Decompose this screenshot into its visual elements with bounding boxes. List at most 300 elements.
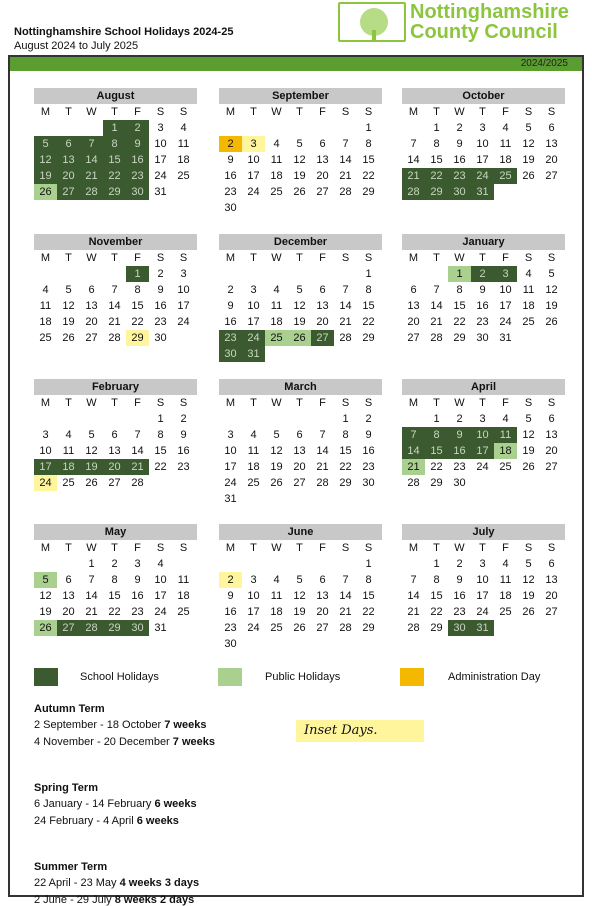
- day-cell: 3: [227, 429, 234, 441]
- month-february: [34, 379, 197, 491]
- empty-day: [34, 556, 57, 572]
- term-length: 7 weeks: [164, 719, 207, 731]
- month-april: [402, 379, 565, 491]
- day-cell: 4: [273, 284, 280, 296]
- legend-school-swatch: [34, 668, 58, 686]
- school-holiday-day: 29: [103, 620, 126, 636]
- school-holiday-day: 17: [34, 459, 57, 475]
- weekday-label: F: [134, 397, 141, 409]
- day-cell: 24: [177, 316, 190, 328]
- empty-day: [494, 475, 517, 491]
- month-name: August: [34, 88, 197, 104]
- day-cell: 23: [131, 606, 144, 618]
- day-cell: 1: [365, 122, 372, 134]
- school-holiday-day: 30: [126, 184, 149, 200]
- term-length: 8 weeks 2 days: [114, 894, 195, 906]
- day-cell: 16: [131, 590, 144, 602]
- day-cell: 19: [522, 445, 535, 457]
- weekday-label: S: [341, 542, 350, 554]
- term-title: Summer Term: [34, 861, 108, 873]
- weekday-label: S: [524, 542, 533, 554]
- empty-day: [265, 411, 288, 427]
- school-holiday-day: 19: [80, 459, 103, 475]
- day-cell: 30: [224, 638, 237, 650]
- day-cell: 15: [362, 300, 375, 312]
- day-cell: 11: [499, 574, 512, 586]
- weekday-label: W: [86, 106, 97, 118]
- empty-day: [334, 266, 357, 282]
- month-name: April: [402, 379, 565, 395]
- day-cell: 9: [456, 138, 463, 150]
- day-cell: 13: [316, 300, 329, 312]
- day-cell: 12: [522, 429, 535, 441]
- day-cell: 1: [433, 122, 440, 134]
- weekday-label: M: [225, 106, 236, 118]
- day-cell: 25: [177, 170, 190, 182]
- public-holiday-day: 26: [34, 620, 57, 636]
- day-cell: 2: [111, 558, 118, 570]
- day-cell: 12: [293, 590, 306, 602]
- weekday-label: S: [524, 106, 533, 118]
- day-cell: 16: [476, 300, 489, 312]
- month-name: June: [219, 524, 382, 540]
- weekday-label: W: [454, 106, 465, 118]
- day-cell: 3: [250, 574, 257, 586]
- day-cell: 11: [177, 574, 190, 586]
- school-holiday-day: 8: [103, 136, 126, 152]
- day-cell: 29: [362, 622, 375, 634]
- school-holiday-day: 13: [57, 152, 80, 168]
- empty-day: [172, 184, 195, 200]
- empty-day: [265, 636, 288, 652]
- day-cell: 26: [293, 186, 306, 198]
- empty-day: [288, 346, 311, 362]
- weekday-header: [34, 540, 197, 556]
- school-holiday-day: 27: [57, 184, 80, 200]
- day-cell: 14: [407, 590, 420, 602]
- empty-day: [334, 346, 357, 362]
- day-cell: 10: [247, 590, 260, 602]
- day-cell: 20: [62, 606, 75, 618]
- admin-day: 2: [219, 136, 242, 152]
- weekday-header: [219, 395, 382, 411]
- day-cell: 5: [548, 268, 555, 280]
- term-dates-line: [34, 815, 179, 827]
- day-cell: 29: [453, 332, 466, 344]
- day-cell: 10: [224, 445, 237, 457]
- day-cell: 24: [154, 606, 167, 618]
- week-row: [402, 556, 565, 572]
- week-row: [219, 266, 382, 282]
- page-title: Nottinghamshire School Holidays 2024-25: [14, 26, 234, 38]
- empty-day: [311, 636, 334, 652]
- empty-day: [311, 200, 334, 216]
- weekday-label: S: [364, 542, 373, 554]
- weekday-label: M: [40, 397, 51, 409]
- day-cell: 5: [296, 138, 303, 150]
- day-cell: 12: [85, 445, 98, 457]
- day-cell: 25: [499, 461, 512, 473]
- week-row: [402, 604, 565, 620]
- empty-day: [219, 556, 242, 572]
- day-cell: 9: [180, 429, 187, 441]
- week-row: [402, 443, 565, 459]
- day-cell: 24: [476, 606, 489, 618]
- empty-day: [242, 266, 265, 282]
- day-cell: 18: [499, 590, 512, 602]
- day-cell: 14: [108, 300, 121, 312]
- weekday-label: W: [86, 397, 97, 409]
- month-september: [219, 88, 382, 216]
- day-cell: 17: [154, 154, 167, 166]
- school-holiday-day: 12: [34, 152, 57, 168]
- week-row: [402, 168, 565, 184]
- weekday-label: T: [250, 106, 257, 118]
- empty-day: [242, 200, 265, 216]
- week-row: [219, 572, 382, 588]
- day-cell: 27: [85, 332, 98, 344]
- weekday-label: S: [156, 397, 165, 409]
- empty-day: [517, 330, 540, 346]
- weekday-label: S: [524, 252, 533, 264]
- week-row: [219, 411, 382, 427]
- legend-school-label: School Holidays: [80, 671, 159, 683]
- empty-day: [126, 411, 149, 427]
- school-holiday-day: 15: [103, 152, 126, 168]
- day-cell: 12: [39, 590, 52, 602]
- day-cell: 19: [293, 606, 306, 618]
- weekday-label: F: [502, 106, 509, 118]
- day-cell: 9: [157, 284, 164, 296]
- empty-day: [334, 120, 357, 136]
- day-cell: 28: [339, 332, 352, 344]
- weekday-label: W: [271, 252, 282, 264]
- month-name: February: [34, 379, 197, 395]
- week-row: [34, 572, 197, 588]
- day-cell: 5: [525, 558, 532, 570]
- empty-day: [288, 266, 311, 282]
- legend-admin-swatch: [400, 668, 424, 686]
- week-row: [34, 459, 197, 475]
- month-june: [219, 524, 382, 652]
- day-cell: 18: [270, 170, 283, 182]
- school-holiday-day: 5: [34, 136, 57, 152]
- school-holiday-day: 22: [103, 168, 126, 184]
- day-cell: 10: [154, 138, 167, 150]
- week-row: [34, 184, 197, 200]
- empty-day: [540, 620, 563, 636]
- day-cell: 18: [522, 300, 535, 312]
- day-cell: 31: [499, 332, 512, 344]
- day-cell: 26: [85, 477, 98, 489]
- weekday-label: T: [479, 106, 486, 118]
- empty-day: [517, 475, 540, 491]
- empty-day: [57, 266, 80, 282]
- weekday-label: F: [502, 542, 509, 554]
- day-cell: 22: [108, 606, 121, 618]
- empty-day: [80, 120, 103, 136]
- day-cell: 11: [270, 300, 283, 312]
- day-cell: 2: [227, 284, 234, 296]
- weekday-label: T: [111, 542, 118, 554]
- weekday-header: [402, 395, 565, 411]
- week-row: [402, 282, 565, 298]
- day-cell: 21: [430, 316, 443, 328]
- day-cell: 9: [456, 574, 463, 586]
- week-row: [34, 136, 197, 152]
- month-march: [219, 379, 382, 507]
- month-name: October: [402, 88, 565, 104]
- day-cell: 19: [545, 300, 558, 312]
- day-cell: 5: [88, 429, 95, 441]
- term-range: 22 April - 23 May: [34, 877, 120, 889]
- school-holiday-day: 9: [448, 427, 471, 443]
- day-cell: 31: [154, 622, 167, 634]
- day-cell: 19: [293, 316, 306, 328]
- school-holiday-day: 28: [402, 184, 425, 200]
- school-holiday-day: 14: [80, 152, 103, 168]
- day-cell: 1: [365, 558, 372, 570]
- day-cell: 7: [88, 574, 95, 586]
- school-holiday-day: 29: [425, 184, 448, 200]
- empty-day: [34, 120, 57, 136]
- day-cell: 2: [456, 558, 463, 570]
- day-cell: 10: [177, 284, 190, 296]
- term-dates-line: [34, 877, 199, 889]
- weekday-label: T: [65, 106, 72, 118]
- weekday-label: T: [433, 106, 440, 118]
- day-cell: 8: [433, 138, 440, 150]
- day-cell: 10: [476, 138, 489, 150]
- weekday-label: M: [225, 252, 236, 264]
- day-cell: 19: [39, 606, 52, 618]
- day-cell: 27: [293, 477, 306, 489]
- day-cell: 20: [316, 170, 329, 182]
- weekday-label: M: [40, 252, 51, 264]
- term-dates-line: [34, 736, 215, 748]
- empty-day: [357, 636, 380, 652]
- empty-day: [219, 411, 242, 427]
- day-cell: 26: [522, 170, 535, 182]
- empty-day: [288, 636, 311, 652]
- day-cell: 13: [545, 138, 558, 150]
- empty-day: [288, 491, 311, 507]
- empty-day: [34, 266, 57, 282]
- school-holiday-day: 30: [448, 184, 471, 200]
- day-cell: 21: [407, 606, 420, 618]
- weekday-label: S: [547, 106, 556, 118]
- day-cell: 31: [154, 186, 167, 198]
- day-cell: 26: [62, 332, 75, 344]
- day-cell: 6: [88, 284, 95, 296]
- day-cell: 13: [293, 445, 306, 457]
- weekday-label: W: [271, 106, 282, 118]
- empty-day: [80, 411, 103, 427]
- week-row: [219, 588, 382, 604]
- school-holiday-day: 23: [448, 168, 471, 184]
- day-cell: 17: [499, 300, 512, 312]
- week-row: [402, 572, 565, 588]
- term-length: 6 weeks: [154, 798, 197, 810]
- day-cell: 13: [407, 300, 420, 312]
- day-cell: 19: [62, 316, 75, 328]
- day-cell: 7: [342, 138, 349, 150]
- day-cell: 22: [362, 170, 375, 182]
- week-row: [402, 427, 565, 443]
- day-cell: 16: [362, 445, 375, 457]
- day-cell: 8: [365, 284, 372, 296]
- school-holiday-day: 20: [57, 168, 80, 184]
- council-logo: [338, 2, 584, 46]
- empty-day: [471, 475, 494, 491]
- school-holiday-day: 21: [126, 459, 149, 475]
- term-range: 2 September - 18 October: [34, 719, 165, 731]
- day-cell: 29: [362, 186, 375, 198]
- school-holiday-day: 30: [448, 620, 471, 636]
- weekday-label: S: [179, 542, 188, 554]
- empty-day: [540, 330, 563, 346]
- weekday-label: M: [408, 106, 419, 118]
- day-cell: 13: [545, 429, 558, 441]
- school-holiday-day: 27: [311, 330, 334, 346]
- school-holiday-day: 21: [402, 168, 425, 184]
- day-cell: 4: [273, 574, 280, 586]
- public-holiday-day: 25: [265, 330, 288, 346]
- day-cell: 1: [433, 413, 440, 425]
- day-cell: 21: [339, 316, 352, 328]
- day-cell: 27: [545, 461, 558, 473]
- day-cell: 2: [456, 413, 463, 425]
- weekday-label: S: [179, 252, 188, 264]
- week-row: [219, 491, 382, 507]
- day-cell: 19: [522, 154, 535, 166]
- day-cell: 23: [177, 461, 190, 473]
- day-cell: 9: [227, 300, 234, 312]
- day-cell: 23: [224, 186, 237, 198]
- day-cell: 24: [476, 461, 489, 473]
- day-cell: 6: [111, 429, 118, 441]
- weekday-label: T: [250, 397, 257, 409]
- day-cell: 7: [319, 429, 326, 441]
- weekday-label: S: [156, 106, 165, 118]
- day-cell: 8: [365, 574, 372, 586]
- day-cell: 13: [108, 445, 121, 457]
- day-cell: 12: [522, 138, 535, 150]
- empty-day: [357, 200, 380, 216]
- day-cell: 7: [342, 284, 349, 296]
- week-row: [402, 266, 565, 282]
- day-cell: 28: [407, 622, 420, 634]
- day-cell: 11: [270, 154, 283, 166]
- day-cell: 3: [157, 122, 164, 134]
- empty-day: [540, 475, 563, 491]
- day-cell: 7: [410, 574, 417, 586]
- term-range: 4 November - 20 December: [34, 736, 173, 748]
- week-row: [219, 136, 382, 152]
- day-cell: 15: [430, 154, 443, 166]
- day-cell: 26: [545, 316, 558, 328]
- inset-days-note: Inset Days.: [296, 720, 424, 742]
- school-holiday-day: 14: [402, 443, 425, 459]
- day-cell: 25: [270, 622, 283, 634]
- weekday-label: T: [433, 397, 440, 409]
- empty-day: [172, 475, 195, 491]
- day-cell: 16: [224, 170, 237, 182]
- week-row: [402, 152, 565, 168]
- day-cell: 3: [250, 284, 257, 296]
- day-cell: 18: [499, 154, 512, 166]
- school-holiday-day: 3: [494, 266, 517, 282]
- day-cell: 21: [85, 606, 98, 618]
- school-holiday-day: 30: [126, 620, 149, 636]
- weekday-label: S: [179, 106, 188, 118]
- empty-day: [402, 120, 425, 136]
- weekday-label: F: [502, 252, 509, 264]
- day-cell: 17: [476, 154, 489, 166]
- weekday-label: M: [40, 542, 51, 554]
- public-holiday-day: 26: [288, 330, 311, 346]
- month-august: [34, 88, 197, 200]
- day-cell: 25: [62, 477, 75, 489]
- empty-day: [172, 556, 195, 572]
- day-cell: 18: [270, 606, 283, 618]
- day-cell: 3: [479, 122, 486, 134]
- day-cell: 12: [62, 300, 75, 312]
- day-cell: 29: [430, 477, 443, 489]
- day-cell: 10: [476, 574, 489, 586]
- weekday-label: F: [134, 252, 141, 264]
- week-row: [219, 152, 382, 168]
- week-row: [219, 620, 382, 636]
- day-cell: 21: [339, 170, 352, 182]
- weekday-label: S: [179, 397, 188, 409]
- week-row: [34, 120, 197, 136]
- day-cell: 8: [157, 429, 164, 441]
- day-cell: 15: [430, 590, 443, 602]
- weekday-label: T: [433, 542, 440, 554]
- day-cell: 5: [525, 122, 532, 134]
- weekday-label: M: [408, 542, 419, 554]
- empty-day: [311, 411, 334, 427]
- weekday-label: M: [40, 106, 51, 118]
- empty-day: [80, 266, 103, 282]
- day-cell: 7: [134, 429, 141, 441]
- day-cell: 25: [499, 606, 512, 618]
- day-cell: 1: [157, 413, 164, 425]
- weekday-label: W: [454, 542, 465, 554]
- week-row: [219, 184, 382, 200]
- day-cell: 2: [157, 268, 164, 280]
- weekday-label: S: [524, 397, 533, 409]
- day-cell: 25: [522, 316, 535, 328]
- day-cell: 26: [522, 606, 535, 618]
- school-holiday-day: 16: [448, 443, 471, 459]
- day-cell: 3: [180, 268, 187, 280]
- empty-day: [265, 491, 288, 507]
- empty-day: [357, 346, 380, 362]
- school-holiday-day: 18: [57, 459, 80, 475]
- school-holiday-day: 28: [80, 620, 103, 636]
- day-cell: 24: [499, 316, 512, 328]
- empty-day: [103, 266, 126, 282]
- empty-day: [402, 411, 425, 427]
- day-cell: 22: [430, 461, 443, 473]
- day-cell: 4: [250, 429, 257, 441]
- weekday-label: S: [364, 252, 373, 264]
- school-holiday-day: 1: [103, 120, 126, 136]
- day-cell: 13: [316, 154, 329, 166]
- day-cell: 24: [247, 622, 260, 634]
